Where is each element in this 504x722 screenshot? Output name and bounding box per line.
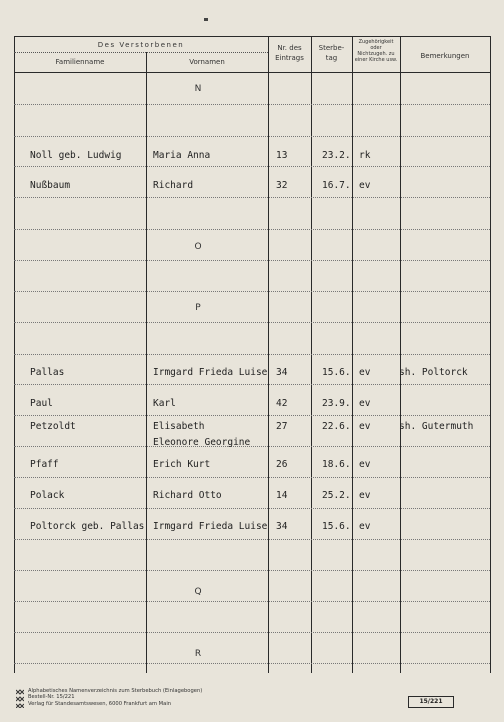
entry-sterbetag: 22.6. bbox=[322, 421, 351, 432]
column-divider-familienname bbox=[146, 52, 147, 673]
table-border-right bbox=[490, 36, 491, 673]
row-rule bbox=[14, 477, 490, 478]
header-bottom-rule bbox=[14, 72, 490, 73]
row-rule bbox=[14, 136, 490, 137]
row-rule bbox=[14, 291, 490, 292]
group-header-rule bbox=[14, 52, 268, 53]
row-rule bbox=[14, 384, 490, 385]
group-header-verstorbenen: Des Verstorbenen bbox=[97, 41, 185, 49]
header-sterbe-line1: Sterbe- bbox=[318, 44, 345, 52]
row-rule bbox=[14, 539, 490, 540]
entry-nr: 32 bbox=[276, 180, 288, 191]
entry-kirche: ev bbox=[359, 490, 371, 501]
row-rule bbox=[14, 229, 490, 230]
punch-mark bbox=[204, 18, 208, 21]
header-nr-line1: Nr. des bbox=[277, 44, 302, 52]
row-rule bbox=[14, 508, 490, 509]
entry-nr: 13 bbox=[276, 150, 288, 161]
entry-kirche: rk bbox=[359, 150, 371, 161]
letter-heading-p: P bbox=[195, 303, 201, 313]
letter-heading-q: Q bbox=[194, 587, 202, 597]
header-zugeh-line1: Zugehörigkeit bbox=[358, 39, 394, 45]
entry-bemerkung: sh. Poltorck bbox=[399, 367, 468, 378]
entry-sterbetag: 15.6. bbox=[322, 521, 351, 532]
entry-nr: 26 bbox=[276, 459, 288, 470]
entry-vornamen: Elisabeth bbox=[153, 421, 205, 432]
entry-kirche: ev bbox=[359, 367, 371, 378]
entry-kirche: ev bbox=[359, 180, 371, 191]
form-number-box: 15/221 bbox=[408, 696, 454, 708]
row-rule bbox=[14, 415, 490, 416]
entry-sterbetag: 25.2. bbox=[322, 490, 351, 501]
entry-nr: 42 bbox=[276, 398, 288, 409]
footer-line2: Bestell-Nr. 15/221 bbox=[28, 694, 75, 701]
entry-familienname: Pallas bbox=[30, 367, 65, 378]
row-rule bbox=[14, 570, 490, 571]
entry-sterbetag: 23.2. bbox=[322, 150, 351, 161]
entry-kirche: ev bbox=[359, 521, 371, 532]
row-rule bbox=[14, 663, 490, 664]
entry-vornamen: Richard bbox=[153, 180, 194, 191]
publisher-logo-icon bbox=[16, 689, 24, 708]
footer-line3: Verlag für Standesamtswesen, 6000 Frankfurt am Main bbox=[28, 700, 172, 707]
row-rule bbox=[14, 354, 490, 355]
entry-vornamen: Maria Anna bbox=[153, 150, 211, 161]
header-zugeh-line4: einer Kirche usw. bbox=[354, 57, 398, 63]
entry-kirche: ev bbox=[359, 421, 371, 432]
row-rule bbox=[14, 601, 490, 602]
entry-nr: 34 bbox=[276, 367, 288, 378]
header-zugeh-line3: Nichtzugeh. zu bbox=[357, 51, 395, 57]
entry-bemerkung: sh. Gutermuth bbox=[399, 421, 474, 432]
entry-sterbetag: 18.6. bbox=[322, 459, 351, 470]
table-top-rule bbox=[14, 36, 490, 37]
row-rule bbox=[14, 104, 490, 105]
header-bemerkungen: Bemerkungen bbox=[420, 52, 470, 60]
row-rule bbox=[14, 166, 490, 167]
entry-kirche: ev bbox=[359, 459, 371, 470]
entry-vornamen: Erich Kurt bbox=[153, 459, 211, 470]
row-rule bbox=[14, 260, 490, 261]
header-familienname: Familienname bbox=[55, 58, 105, 66]
header-nr-line2: Eintrags bbox=[275, 54, 304, 62]
entry-vornamen: Karl bbox=[153, 398, 176, 409]
entry-familienname: Petzoldt bbox=[30, 421, 76, 432]
entry-sterbetag: 16.7. bbox=[322, 180, 351, 191]
entry-familienname: Nußbaum bbox=[30, 180, 71, 191]
header-zugeh-line2: oder bbox=[370, 45, 382, 51]
letter-heading-r: R bbox=[194, 649, 202, 659]
entry-sterbetag: 15.6. bbox=[322, 367, 351, 378]
entry-sterbetag: 23.9. bbox=[322, 398, 351, 409]
entry-familienname: Noll geb. Ludwig bbox=[30, 150, 122, 161]
header-vornamen: Vornamen bbox=[189, 58, 225, 66]
entry-familienname: Paul bbox=[30, 398, 53, 409]
header-sterbe-line2: tag bbox=[325, 54, 338, 62]
entry-vornamen: Irmgard Frieda Luise bbox=[153, 521, 268, 532]
row-rule bbox=[14, 632, 490, 633]
footer-imprint bbox=[28, 688, 202, 707]
entry-familienname: Pfaff bbox=[30, 459, 59, 470]
entry-kirche: ev bbox=[359, 398, 371, 409]
row-rule bbox=[14, 322, 490, 323]
entry-nr: 34 bbox=[276, 521, 288, 532]
letter-heading-o: O bbox=[194, 242, 202, 252]
entry-vornamen: Irmgard Frieda Luise bbox=[153, 367, 268, 378]
footer-line1: Alphabetisches Namenverzeichnis zum Sterbebuch (Einlagebogen) bbox=[28, 688, 203, 694]
entry-nr: 14 bbox=[276, 490, 288, 501]
row-rule bbox=[14, 446, 490, 447]
entry-vornamen: Richard Otto bbox=[153, 490, 222, 501]
entry-familienname: Polack bbox=[30, 490, 65, 501]
entry-familienname: Poltorck geb. Pallas bbox=[30, 521, 145, 532]
letter-heading-n: N bbox=[194, 84, 202, 94]
entry-vornamen-line2: Eleonore Georgine bbox=[153, 437, 251, 448]
entry-nr: 27 bbox=[276, 421, 288, 432]
row-rule bbox=[14, 197, 490, 198]
